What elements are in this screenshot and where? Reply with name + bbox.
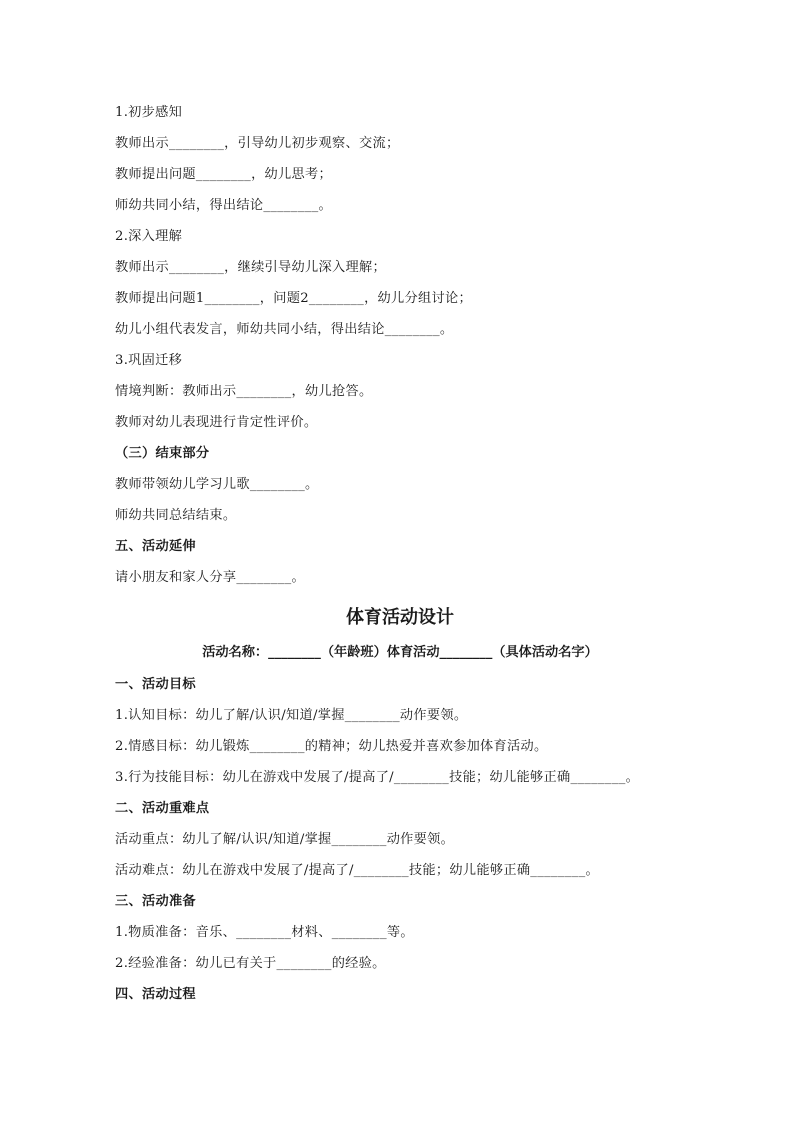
text-line: 师幼共同小结，得出结论________。 <box>115 198 332 213</box>
text-line: 教师提出问题________，幼儿思考； <box>115 167 332 182</box>
step-heading-consolidation: 3.巩固迁移 <box>115 353 183 368</box>
text-line: 活动重点：幼儿了解/认识/知道/掌握________动作要领。 <box>115 832 455 847</box>
text-line: 教师提出问题1________，问题2________，幼儿分组讨论； <box>115 291 472 306</box>
text-line: 1.认知目标：幼儿了解/认识/知道/掌握________动作要领。 <box>115 708 468 723</box>
text-line: 教师出示________，引导幼儿初步观察、交流； <box>115 136 400 151</box>
text-line: 幼儿小组代表发言，师幼共同小结，得出结论________。 <box>115 322 454 337</box>
text-line: 3.行为技能目标：幼儿在游戏中发展了/提高了/________技能；幼儿能够正确________。 <box>115 770 640 785</box>
text-line: 1.物质准备：音乐、________材料、________等。 <box>115 925 414 940</box>
section-heading-ending: （三）结束部分 <box>115 446 210 461</box>
text-line: 情境判断：教师出示________，幼儿抢答。 <box>115 384 373 399</box>
section-heading-process: 四、活动过程 <box>115 987 196 1002</box>
document-title: 体育活动设计 <box>346 607 454 628</box>
text-line: 请小朋友和家人分享________。 <box>115 570 306 585</box>
text-line: 师幼共同总结结束。 <box>115 508 237 523</box>
text-line: 2.情感目标：幼儿锻炼________的精神；幼儿热爱并喜欢参加体育活动。 <box>115 739 548 754</box>
step-heading-understanding: 2.深入理解 <box>115 229 183 244</box>
section-heading-preparation: 三、活动准备 <box>115 894 196 909</box>
text-line: 教师出示________，继续引导幼儿深入理解； <box>115 260 386 275</box>
section-heading-extension: 五、活动延伸 <box>115 539 196 554</box>
activity-name-line: 活动名称：________（年龄班）体育活动________（具体活动名字） <box>202 645 598 660</box>
text-line: 活动难点：幼儿在游戏中发展了/提高了/________技能；幼儿能够正确________。 <box>115 863 599 878</box>
text-line: 2.经验准备：幼儿已有关于________的经验。 <box>115 956 386 971</box>
step-heading-perception: 1.初步感知 <box>115 105 183 120</box>
section-heading-goals: 一、活动目标 <box>115 677 196 692</box>
text-line: 教师带领幼儿学习儿歌________。 <box>115 477 319 492</box>
document-page <box>115 97 685 1010</box>
section-heading-key-points: 二、活动重难点 <box>115 801 210 816</box>
text-line: 教师对幼儿表现进行肯定性评价。 <box>115 415 318 430</box>
